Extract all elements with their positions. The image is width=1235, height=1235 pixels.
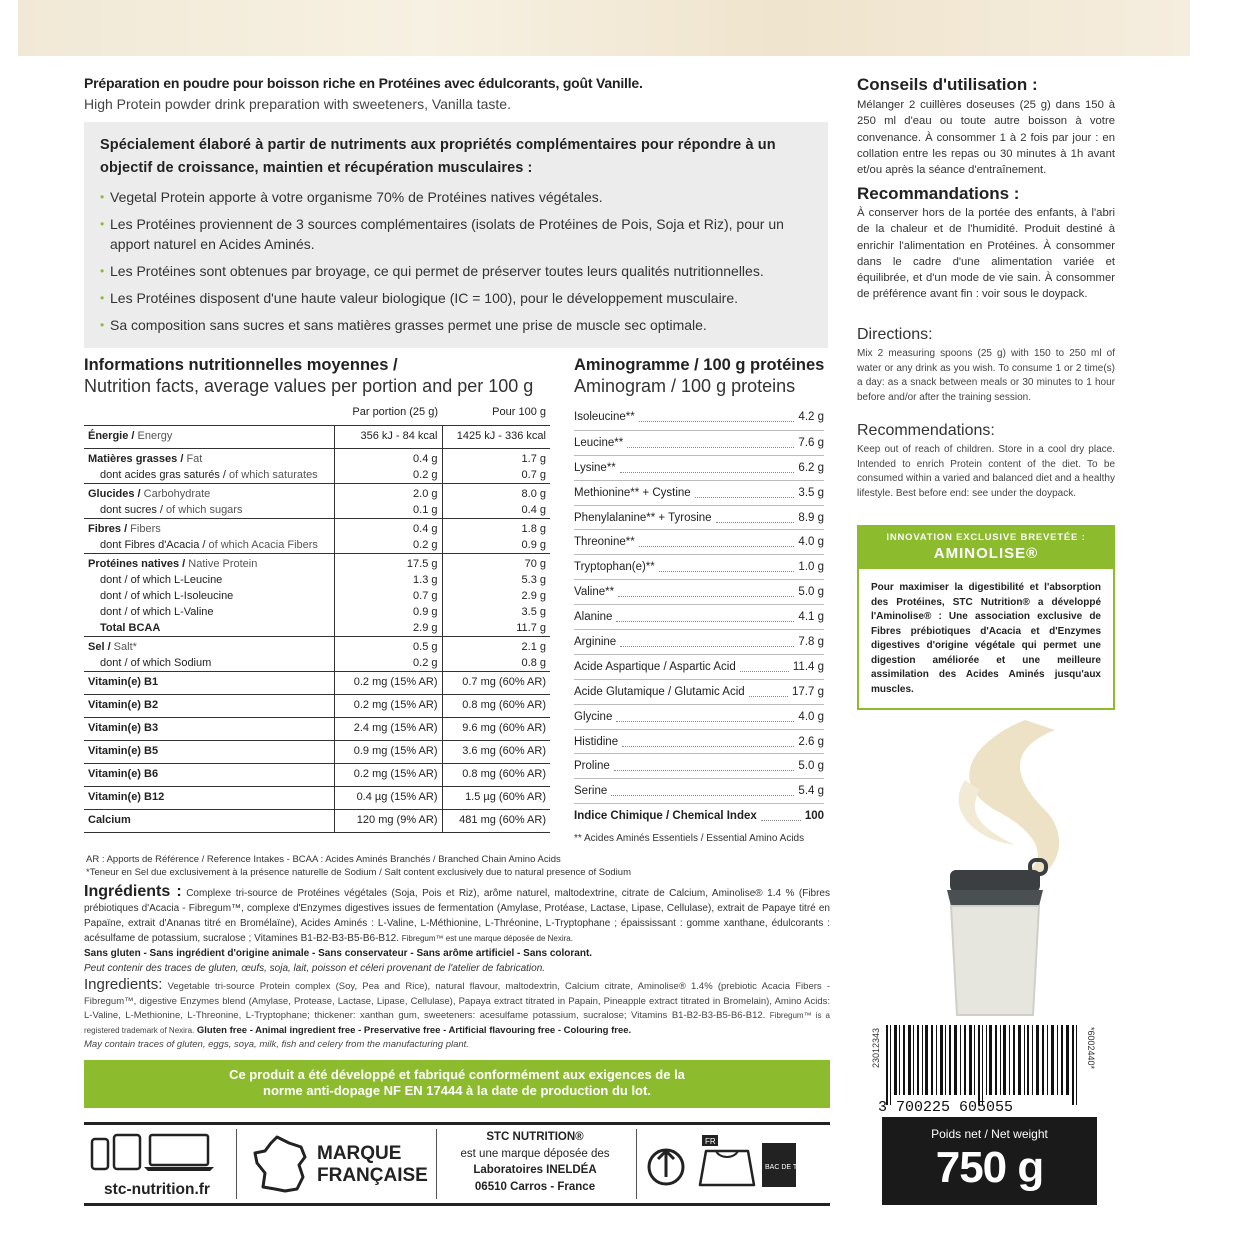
milkshake-splash [969,720,1059,881]
barcode-digits: 3 700225 605055 [878,1099,1014,1115]
list-item: Acide Glutamique / Glutamic Acid 17.7 g [574,679,824,704]
directions-title: Directions: [857,326,933,343]
aminolise-text: Pour maximiser la digestibilité et l'absorption des Protéines, STC Nutrition® a développé l'Aminolise® : Une association exclusive de Fibres prébiotiques d'Acacia et d'Enzymes digestives d'origine végétale qui permet une digestion améliorée et une meilleure assimilation des Acides Aminés jusqu'aux muscles. [871,582,1101,695]
nutrition-title: Informations nutritionnelles moyennes / [84,356,398,374]
list-item: Methionine** + Cystine 3.5 g [574,480,824,505]
ingredients-fr-traces: Peut contenir des traces de gluten, œufs, soja, lait, poisson et céleri provenant de l'atelier de fabrication. [84,963,546,974]
divider [636,1129,637,1199]
aminogram-footnote: ** Acides Aminés Essentiels / Essential Amino Acids [574,833,805,844]
list-item: Proline 5.0 g [574,753,824,778]
list-item: Valine** 5.0 g [574,579,824,604]
net-weight-box [882,1117,1097,1205]
usage-title: Conseils d'utilisation : [857,75,1038,94]
claim-item: • Les Protéines sont obtenues par broyage, ce qui permet de préserver toutes leurs qualités nutritionnelles. [100,263,764,279]
chemical-index-row: Indice Chimique / Chemical Index 100 [574,803,824,828]
ingredients-fr-free: Sans gluten - Sans ingrédient d'origine animale - Sans conservateur - Sans arôme artificiel - Sans colorant. [84,948,593,959]
table-header-row [84,404,550,426]
ingredients-en-trademark: Fibregum™ is a registered trademark of Nexira. [84,1011,830,1035]
shaker-lid [947,890,1043,906]
bullet-icon: • [100,190,105,204]
nutrition-table [84,404,550,833]
table-row: dont sucres / of which sugars 0.1 g 0.4 g [84,502,550,519]
antidoping-line2: norme anti-dopage NF EN 17444 à la date de production du lot. [263,1083,651,1098]
nutrition-note-ar: AR : Apports de Référence / Reference Intakes - BCAA : Acides Aminés Branchés / Branched Chain Amino Acids [86,854,561,865]
aminolise-kicker: INNOVATION EXCLUSIVE BREVETÉE : [886,532,1086,543]
list-item: Phenylalanine** + Tyrosine 8.9 g [574,505,824,530]
product-title-fr: Préparation en poudre pour boisson riche en Protéines avec édulcorants, goût Vanille. [84,75,643,91]
claim-item: • Sa composition sans sucres et sans matières grasses permet une prise de muscle sec optimale. [100,317,707,333]
ingredients-fr [84,884,830,976]
antidoping-banner [84,1060,830,1108]
claim-item: • Vegetal Protein apporte à votre organisme 70% de Protéines natives végétales. [100,189,603,205]
triman-recycle-icon [644,1129,824,1199]
stc-brand-note: est une marque déposée des [460,1147,610,1160]
table-row: Vitamin(e) B5 0.9 mg (15% AR) 3.6 mg (60% AR) [84,741,550,764]
table-row: Vitamin(e) B1 0.2 mg (15% AR) 0.7 mg (60% AR) [84,672,550,695]
list-item: Arginine 7.8 g [574,629,824,654]
bullet-icon: • [100,318,105,332]
table-row: Protéines natives / Native Protein 17.5 g 70 g [84,554,550,573]
table-row: Fibres / Fibers 0.4 g 1.8 g [84,519,550,538]
table-row: dont acides gras saturés / of which saturates 0.2 g 0.7 g [84,467,550,484]
net-weight-label: Poids net / Net weight [931,1127,1048,1141]
table-row: Glucides / Carbohydrate 2.0 g 8.0 g [84,484,550,503]
aminolise-name: AMINOLISE® [933,545,1039,562]
barcode [874,1025,1104,1115]
table-row: Vitamin(e) B6 0.2 mg (15% AR) 0.8 mg (60% AR) [84,764,550,787]
website-link[interactable]: stc-nutrition.fr [104,1181,210,1198]
aminolise-box [857,525,1115,710]
list-item: Isoleucine** 4.2 g [574,411,824,424]
claim-item: • Les Protéines proviennent de 3 sources complémentaires (isolats de Protéines de Pois, Soja et Riz), pour un apport naturel en Acides Aminés. [100,216,784,252]
recommendations-title: Recommandations : [857,184,1020,203]
stc-brand-name: STC NUTRITION® [486,1131,584,1143]
list-item: Leucine** 7.6 g [574,430,824,455]
ingredients-fr-trademark: Fibregum™ est une marque déposée de Nexira. [401,934,573,943]
table-row: Vitamin(e) B2 0.2 mg (15% AR) 0.8 mg (60% AR) [84,695,550,718]
ingredients-fr-text: Complexe tri-source de Protéines végétales (Soja, Pois et Riz), arôme naturel, maltodextrine, citrate de Calcium, Aminolise® 1.4 % (Fibres prébiotiques d'Acacia - Fibregum™, complexe d'Enzymes digestives issues de fermentation (Amylase, Protéase, Lactase, Lipase, Cellulase), extrait de Papaye titré en Papaïne, extrait d'Ananas titré en Bromélaïne), Acides Aminés : L-Valine, L-Méthionine, L-Thréonine, L-Tryptophane ; épaississant : gomme xanthane, édulcorants : acésulfame de potassium, sucralose ; Vitamines B1-B2-B3-B5-B6-B12. [84,888,830,944]
usage-text: Mélanger 2 cuillères doseuses (25 g) dans 150 à 250 ml d'eau ou toute autre boisson à votre convenance. À consommer 1 à 2 fois par jour : en collation entre les repas ou 30 minutes à 1h avant et/ou après la séance d'entraînement. [857,99,1115,177]
antidoping-line1: Ce produit a été développé et fabriqué conformément aux exigences de la [229,1067,685,1082]
nutrition-note-salt: *Teneur en Sel due exclusivement à la présence naturelle de Sodium / Salt content exclusively due to natural presence of Sodium [86,867,631,878]
col-portion-header: Par portion (25 g) [352,406,438,418]
recycling-block [644,1129,824,1199]
table-row: Matières grasses / Fat 0.4 g 1.7 g [84,449,550,468]
bin-label: BAC DE TRI [765,1164,805,1171]
table-row: Calcium 120 mg (9% AR) 481 mg (60% AR) [84,810,550,833]
marque-label: MARQUE [317,1143,402,1164]
claims-intro: Spécialement élaboré à partir de nutriments aux propriétés complémentaires pour répondre à un objectif de croissance, maintien et récupération musculaires : [100,137,776,176]
table-row: dont Fibres d'Acacia / of which Acacia Fibers 0.2 g 0.9 g [84,537,550,554]
table-row: Sel / Salt* 0.5 g 2.1 g [84,637,550,656]
claim-item: • Les Protéines disposent d'une haute valeur biologique (IC = 100), pour le développement musculaire. [100,290,739,306]
aminogram-list [574,405,824,828]
shaker-body [951,906,1039,1015]
product-title-en: High Protein powder drink preparation with sweeteners, Vanilla taste. [84,96,511,112]
list-item: Tryptophan(e)** 1.0 g [574,554,824,579]
ingredients-en-free: Gluten free - Animal ingredient free - Preservative free - Artificial flavouring free - Colouring free. [196,1024,632,1036]
table-row: dont / of which L-Leucine 1.3 g 5.3 g [84,572,550,588]
divider [236,1129,237,1199]
nutrition-subtitle: Nutrition facts, average values per portion and per 100 g [84,376,534,396]
table-row: Vitamin(e) B12 0.4 µg (15% AR) 1.5 µg (60% AR) [84,787,550,810]
list-item: Acide Aspartique / Aspartic Acid 11.4 g [574,654,824,679]
recommendations-en-text: Keep out of reach of children. Store in a cool dry place. Intended to enrich Protein content of the diet. To be consumed within a varied and balanced diet and a healthy lifestyle. Best before end: see under the doypack. [857,444,1115,499]
aminogram-title: Aminogramme / 100 g protéines [574,356,825,374]
top-product-banner [18,0,1190,56]
france-map-icon [249,1133,313,1197]
ingredients-en-text: Vegetable tri-source Protein complex (Soy, Pea and Rice), natural flavour, maltodextrin, Calcium citrate, Aminolise® 1.4% (prebiotic Acacia Fibers - Fibregum™, digestive Enzymes blend (Amylase, Protease, Lactase, Lipase, Cellulase), Papaya extract titrated in Papain, Pineapple extract titrated in Bromelain), Amino Acids: L-Valine, L-Methionine, L-Threonine, L-Tryptophane; thickener: xanthan gum, sweeteners: acesulfame potassium, sucralose; Vitamins B1-B2-B3-B5-B6-B12. [84,981,830,1021]
recommendations-en-title: Recommendations: [857,422,995,439]
stc-lab-name: Laboratoires INELDÉA [473,1164,597,1176]
bullet-icon: • [100,264,105,278]
list-item: Glycine 4.0 g [574,704,824,729]
list-item: Serine 5.4 g [574,778,824,803]
col-100g-header: Pour 100 g [492,406,546,418]
directions-text: Mix 2 measuring spoons (25 g) with 150 to 250 ml of water or any drink as you wish. To consume 1 or 2 time(s) a day: as a snack between meals or 30 minutes to 1 hour before and/or after the training session. [857,348,1115,403]
list-item: Alanine 4.1 g [574,604,824,629]
shaker-cap [950,870,1040,892]
recommendations-text: À conserver hors de la portée des enfants, à l'abri de la chaleur et de l'humidité. Produit destiné à enrichir l'alimentation en Protéines. À consommer dans le cadre d'une alimentation variée et équilibrée, et d'un mode de vie sain. À consommer de préférence avant fin : voir sous le doypack. [857,207,1115,301]
list-item: Histidine 2.6 g [574,729,824,754]
french-brand-block [249,1129,428,1199]
table-row: dont / of which L-Valine 0.9 g 3.5 g [84,604,550,620]
table-row: Total BCAA 2.9 g 11.7 g [84,620,550,637]
barcode-bars [886,1025,1077,1105]
table-row: dont / of which Sodium 0.2 g 0.8 g [84,655,550,672]
list-item: Lysine** 6.2 g [574,455,824,480]
aminolise-header [859,527,1113,569]
table-row: Vitamin(e) B3 2.4 mg (15% AR) 9.6 mg (60% AR) [84,718,550,741]
barcode-side-code: *6002440* [1086,1027,1096,1070]
lot-number: 23012343 [871,1027,881,1068]
table-row: dont / of which L-Isoleucine 0.7 g 2.9 g [84,588,550,604]
table-row: Énergie / Energy 356 kJ - 84 kcal 1425 kJ - 336 kcal [84,426,550,449]
footer-logos [84,1122,830,1206]
aminogram-subtitle: Aminogram / 100 g proteins [574,376,796,396]
list-item: Threonine** 4.0 g [574,529,824,554]
stc-brand-block [446,1129,624,1199]
francaise-label: FRANÇAISE [317,1165,428,1186]
shaker-illustration [905,720,1105,1020]
bullet-icon: • [100,217,105,231]
claims-box [84,122,828,348]
devices-icon [88,1129,226,1175]
divider [436,1129,437,1199]
ingredients-en-traces: May contain traces of gluten, eggs, soya, milk, fish and celery from the manufacturing plant. [84,1039,469,1050]
ingredients-en-title: Ingredients: [84,976,163,993]
net-weight-value: 750 g [935,1143,1044,1192]
ingredients-fr-title: Ingrédients : [84,883,182,900]
stc-lab-address: 06510 Carros - France [474,1180,596,1193]
bullet-icon: • [100,291,105,305]
devices-block [88,1129,226,1199]
fr-badge: FR [705,1137,716,1146]
ingredients-en [84,978,830,1053]
